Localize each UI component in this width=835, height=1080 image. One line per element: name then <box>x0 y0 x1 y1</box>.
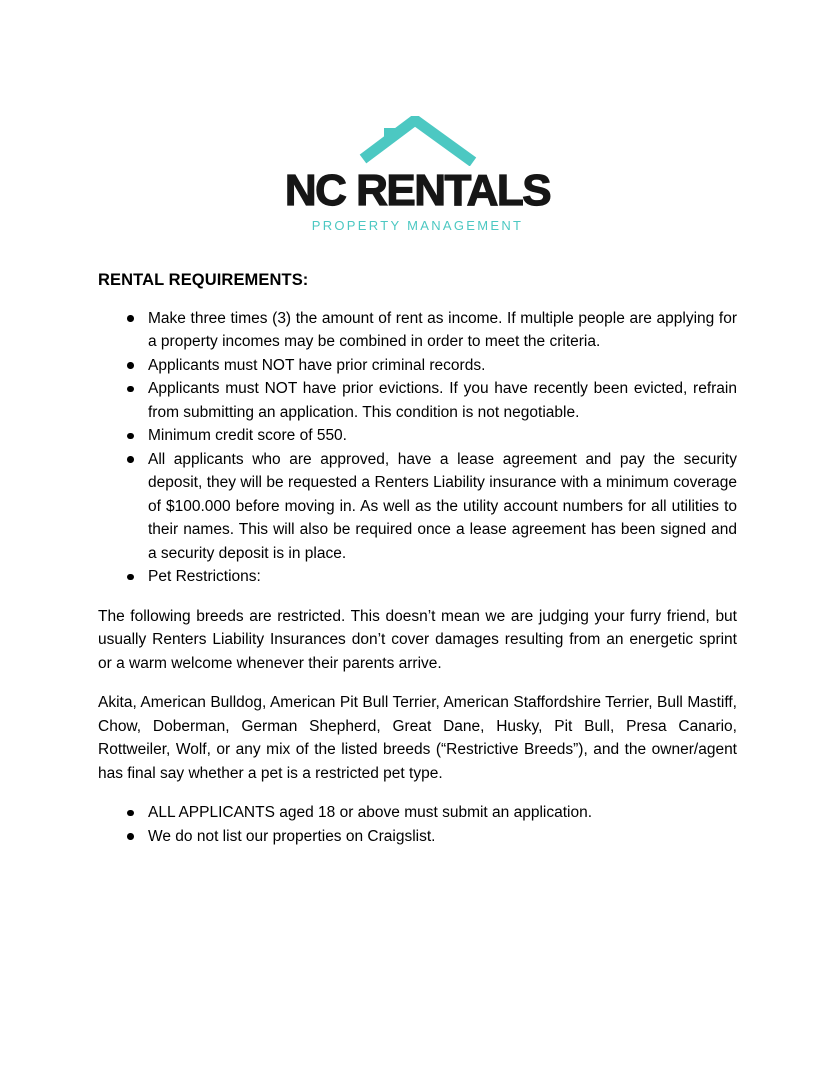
roof-shape <box>363 120 473 162</box>
requirements-list <box>98 307 737 589</box>
document-content <box>98 269 737 848</box>
list-item: We do not list our properties on Craigslist. <box>98 825 737 849</box>
list-item: Minimum credit score of 550. <box>98 424 737 448</box>
list-item: ALL APPLICANTS aged 18 or above must submit an application. <box>98 801 737 825</box>
list-item: Pet Restrictions: <box>98 565 737 589</box>
notes-list <box>98 801 737 848</box>
list-item: Applicants must NOT have prior criminal records. <box>98 354 737 378</box>
logo-subtitle: PROPERTY MANAGEMENT <box>311 218 524 233</box>
page-title: RENTAL REQUIREMENTS: <box>98 271 309 289</box>
restricted-breeds-list: Akita, American Bulldog, American Pit Bull Terrier, American Staffordshire Terrier, Bull Mastiff, Chow, Doberman, German Shepherd, Great Dane, Husky, Pit Bull, Presa Canario, Rottweiler, Wolf, or any mix of the listed breeds (“Restrictive Breeds”), and the owner/agent has final say whether a pet is a restricted pet type. <box>98 694 737 782</box>
list-item: All applicants who are approved, have a lease agreement and pay the security deposit, they will be requested a Renters Liability insurance with a minimum coverage of $100.000 before moving in. As well as the utility account numbers for all utilities to their names. This will also be required once a lease agreement has been signed and a security deposit is in place. <box>98 448 737 566</box>
logo <box>98 0 737 233</box>
list-item: Applicants must NOT have prior evictions. If you have recently been evicted, refrain from submitting an application. This condition is not negotiable. <box>98 377 737 424</box>
restricted-breeds-intro: The following breeds are restricted. This doesn’t mean we are judging your furry friend, but usually Renters Liability Insurances don’t cover damages resulting from an energetic sprint or a warm welcome whenever their parents arrive. <box>98 607 737 672</box>
logo-title: NC RENTALS <box>284 166 551 215</box>
house-roof-icon <box>359 116 477 166</box>
list-item: Make three times (3) the amount of rent as income. If multiple people are applying for a property incomes may be combined in order to meet the criteria. <box>98 307 737 354</box>
